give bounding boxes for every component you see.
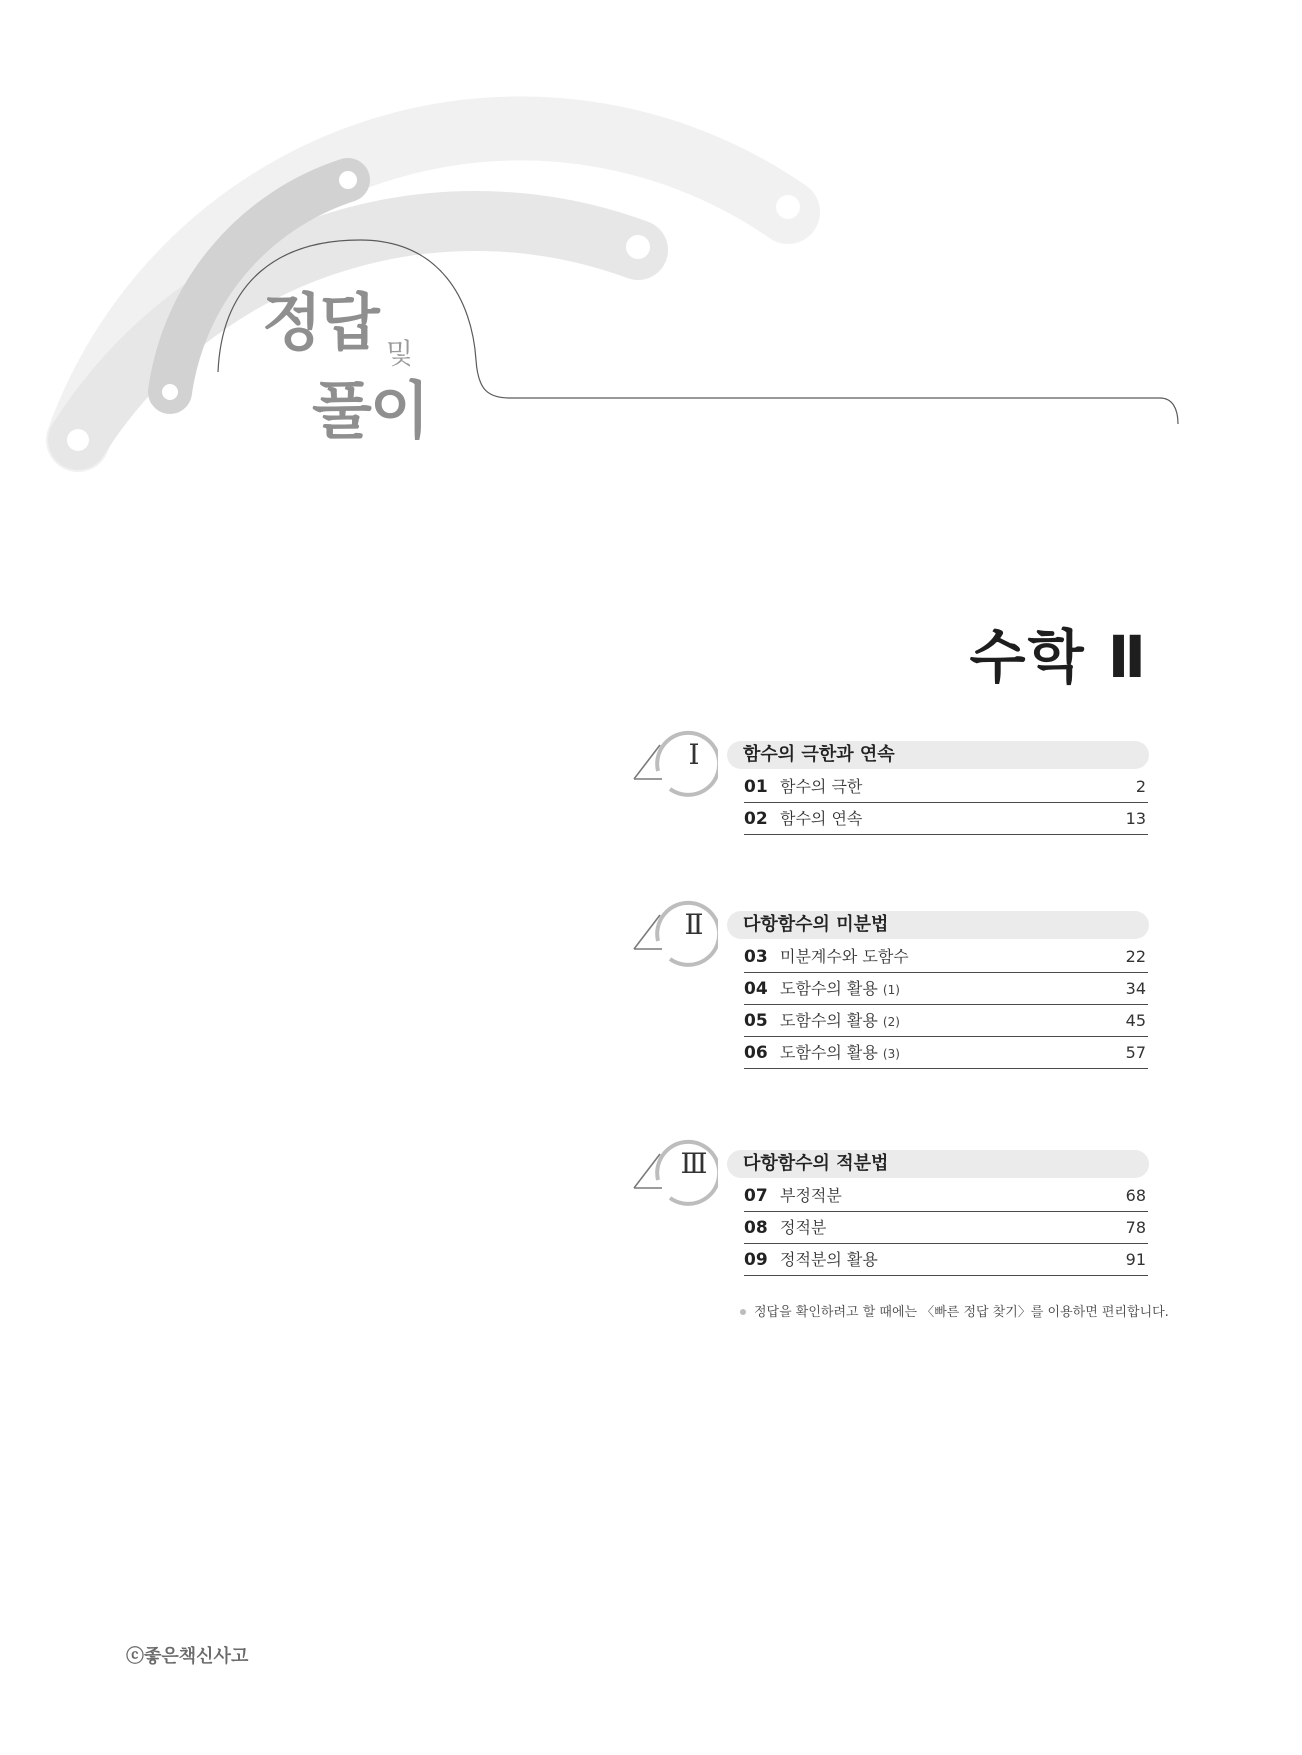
chapter-number: 09: [744, 1250, 768, 1270]
unit-numeral: Ⅰ: [688, 738, 700, 771]
arc-dot: [626, 235, 650, 259]
unit-badge: [628, 1136, 718, 1211]
arc-dot: [776, 195, 800, 219]
chapter-page: 13: [1125, 809, 1146, 828]
chapter-number: 07: [744, 1186, 768, 1206]
chapter-number: 06: [744, 1043, 768, 1063]
unit-badge: [628, 897, 718, 972]
unit-title: 다항함수의 미분법: [727, 911, 1149, 939]
chapter-page: 2: [1135, 777, 1146, 796]
cover-title-line2: 풀이: [312, 374, 428, 447]
chapter-title: 함수의 연속: [780, 809, 863, 828]
chapter-number: 03: [744, 947, 768, 967]
unit-title: 다항함수의 적분법: [727, 1150, 1149, 1178]
unit-numeral: Ⅱ: [684, 908, 704, 941]
subject-title: 수학 Ⅱ: [969, 623, 1148, 691]
chapter-page: 22: [1125, 947, 1146, 966]
chapter-title: 정적분의 활용: [780, 1250, 878, 1269]
arc-dot: [339, 171, 357, 189]
chapter-page: 34: [1125, 979, 1146, 998]
chapter-list: [744, 941, 1148, 1069]
chapter-row[interactable]: [744, 803, 1148, 835]
chapter-page: 45: [1125, 1011, 1146, 1030]
chapter-number: 08: [744, 1218, 768, 1238]
chapter-title: 부정적분: [780, 1186, 842, 1205]
unit-numeral: Ⅲ: [680, 1147, 708, 1180]
chapter-page: 78: [1125, 1218, 1146, 1237]
chapter-row[interactable]: [744, 973, 1148, 1005]
unit-title: 함수의 극한과 연속: [727, 741, 1149, 769]
chapter-list: [744, 1180, 1148, 1276]
arc-dot: [67, 429, 89, 451]
chapter-row[interactable]: [744, 1005, 1148, 1037]
usage-note: [740, 1306, 1169, 1319]
chapter-title: 함수의 극한: [780, 777, 863, 796]
chapter-number: 05: [744, 1011, 768, 1031]
chapter-page: 68: [1125, 1186, 1146, 1205]
chapter-title: 도함수의 활용 (2): [780, 1011, 900, 1030]
cover-title: [262, 280, 462, 480]
chapter-row[interactable]: [744, 1037, 1148, 1069]
chapter-number: 01: [744, 777, 768, 797]
chapter-title: 미분계수와 도함수: [780, 947, 909, 966]
chapter-row[interactable]: [744, 1180, 1148, 1212]
chapter-list: [744, 771, 1148, 835]
chapter-number: 02: [744, 809, 768, 829]
chapter-number: 04: [744, 979, 768, 999]
arc-dot: [162, 384, 178, 400]
chapter-row[interactable]: [744, 771, 1148, 803]
cover-title-conjunction: 및: [386, 337, 414, 370]
decorative-arcs: [0, 0, 1302, 560]
publisher-copyright: ⓒ좋은책신사고: [126, 1646, 249, 1667]
usage-note-text: 정답을 확인하려고 할 때에는 〈빠른 정답 찾기〉를 이용하면 편리합니다.: [754, 1305, 1169, 1320]
bullet-dot-icon: [740, 1309, 746, 1315]
unit-badge: [628, 727, 718, 802]
chapter-row[interactable]: [744, 1212, 1148, 1244]
chapter-title: 도함수의 활용 (3): [780, 1043, 900, 1062]
chapter-row[interactable]: [744, 1244, 1148, 1276]
chapter-page: 57: [1125, 1043, 1146, 1062]
cover-title-line1: 정답: [262, 286, 378, 359]
chapter-title: 정적분: [780, 1218, 827, 1237]
chapter-row[interactable]: [744, 941, 1148, 973]
chapter-title: 도함수의 활용 (1): [780, 979, 900, 998]
chapter-page: 91: [1125, 1250, 1146, 1269]
